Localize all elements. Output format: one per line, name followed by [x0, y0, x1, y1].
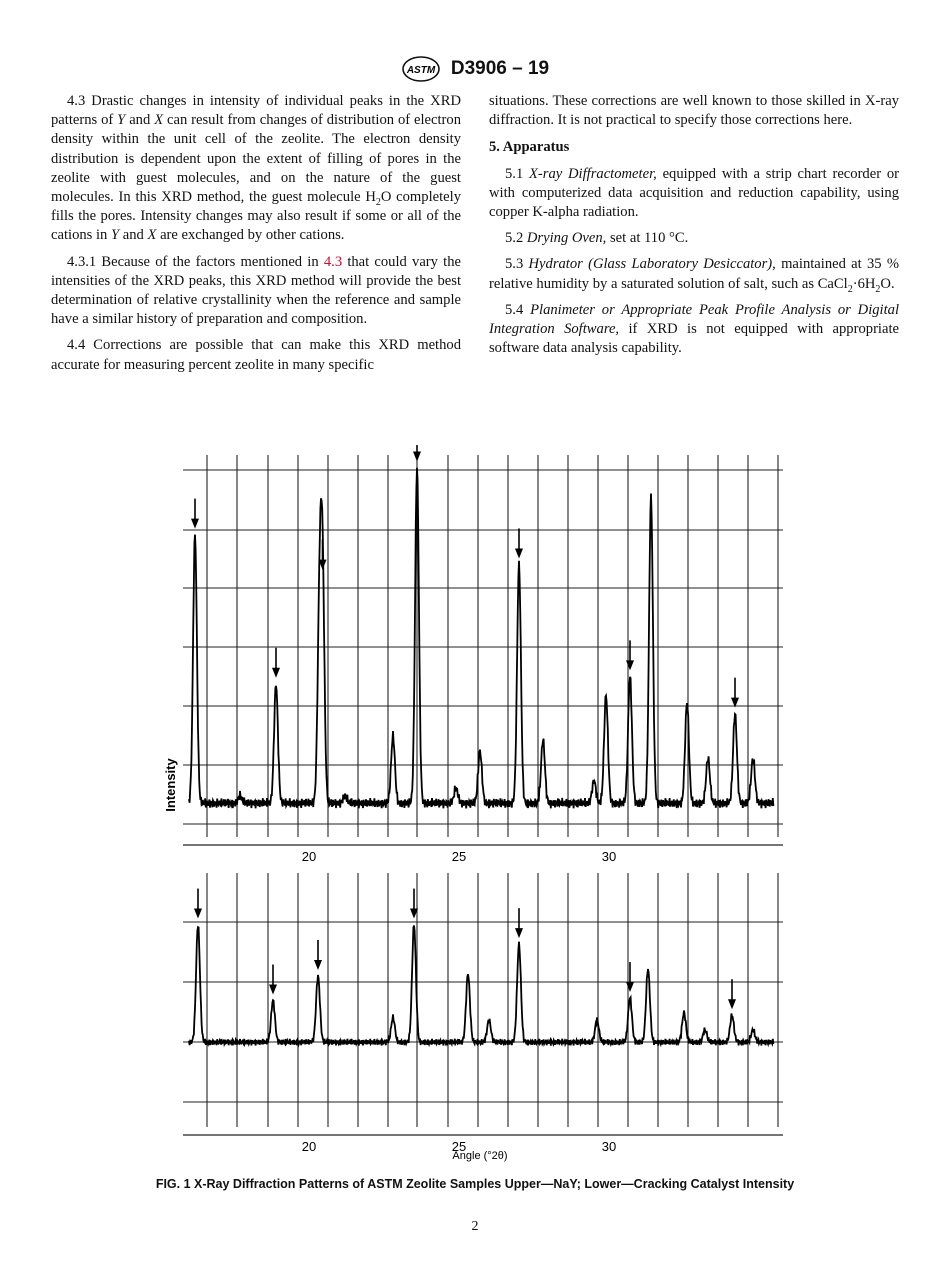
x-tick-label: 20	[301, 1139, 317, 1154]
paragraph-4-4: 4.4 Corrections are possible that can make this XRD method accurate for measuring percent zeolite in many specific	[51, 337, 461, 373]
paragraph-5-3: 5.3 Hydrator (Glass Laboratory Desiccator), maintained at 35 % relative humidity by a saturated solution of salt, such as $CaCl_2\cdot 6H_2O$.	[489, 256, 899, 295]
astm-logo-icon	[401, 56, 441, 82]
page-number: 2	[471, 1219, 479, 1234]
peak-arrow-icon	[191, 499, 199, 529]
xrd-trace-line	[189, 926, 773, 1046]
figure-caption: FIG. 1 X-Ray Diffraction Patterns of ASTM Zeolite Samples Upper—NaY; Lower—Cracking Catalyst Intensity	[155, 1177, 795, 1191]
xrd-trace-line	[189, 468, 773, 809]
paragraph-5-1: 5.1 X-ray Diffractometer, equipped with a strip chart recorder or with computerized data acquisition and reduction capability, using copper K-alpha radiation.	[489, 165, 899, 221]
peak-arrow-icon	[515, 528, 523, 558]
peak-arrow-icon	[272, 648, 280, 678]
peak-arrow-icon	[731, 678, 739, 708]
xrd-panel-lower	[183, 873, 783, 1162]
paragraph-5-2: 5.2 Drying Oven, set at 110 °C.	[505, 230, 689, 247]
section-link-4-3[interactable]: 4.3	[323, 253, 343, 270]
xrd-panel-upper	[163, 445, 783, 864]
left-column	[51, 92, 461, 382]
x-tick-label: 30	[601, 1139, 617, 1154]
xrd-chart	[155, 445, 795, 1165]
y-axis-label: Intensity	[163, 758, 178, 812]
paragraph-5-4: 5.4 Planimeter or Appropriate Peak Profile Analysis or Digital Integration Software, if XRD is not equipped with appropriate software data analysis capability.	[489, 301, 900, 357]
x-axis-label: Angle (°2θ)	[452, 1150, 508, 1162]
standard-designation: D3906 – 19	[450, 58, 550, 79]
peak-arrow-icon	[515, 908, 523, 938]
x-tick-label: 30	[601, 849, 617, 864]
x-tick-label: 20	[301, 849, 317, 864]
right-column	[489, 92, 899, 365]
paragraph-4-3-1: 4.3.1 Because of the factors mentioned in 4.3 that could vary the intensities of the XRD peaks, this XRD method will provide the best determination of relative crystallinity when the reference and sample have a similar history of preparation and composition.	[51, 253, 461, 328]
peak-arrow-icon	[269, 965, 277, 995]
astm-logo-text: ASTM	[406, 65, 436, 76]
peak-arrow-icon	[413, 445, 421, 461]
x-tick-label: 25	[451, 849, 467, 864]
paragraph-4-4-continued: situations. These corrections are well known to those skilled in X-ray diffraction. It is not practical to specify those corrections here.	[489, 93, 899, 129]
section-heading-apparatus: 5. Apparatus	[489, 139, 570, 156]
xrd-figure	[155, 445, 795, 1165]
paragraph-4-3: 4.3 Drastic changes in intensity of individual peaks in the XRD patterns of Y and X can result from changes of distribution of electron density within the unit cell of the zeolite. The electron density distribution is dependent upon the extent of filling of pores in the zeolite with guest molecules, and on the nature of the guest molecules. In this XRD method, the guest molecule $H_2O$ completely fills the pores. Intensity changes may also result if some or all of the cations in Y and X are exchanged by other cations.	[51, 93, 461, 244]
peak-arrow-icon	[626, 962, 634, 992]
x-tick-label: 25	[451, 1139, 467, 1154]
page-header	[0, 56, 950, 82]
peak-arrow-icon	[728, 979, 736, 1009]
peak-arrow-icon	[626, 640, 634, 670]
peak-arrow-icon	[194, 889, 202, 919]
peak-arrow-icon	[314, 940, 322, 970]
